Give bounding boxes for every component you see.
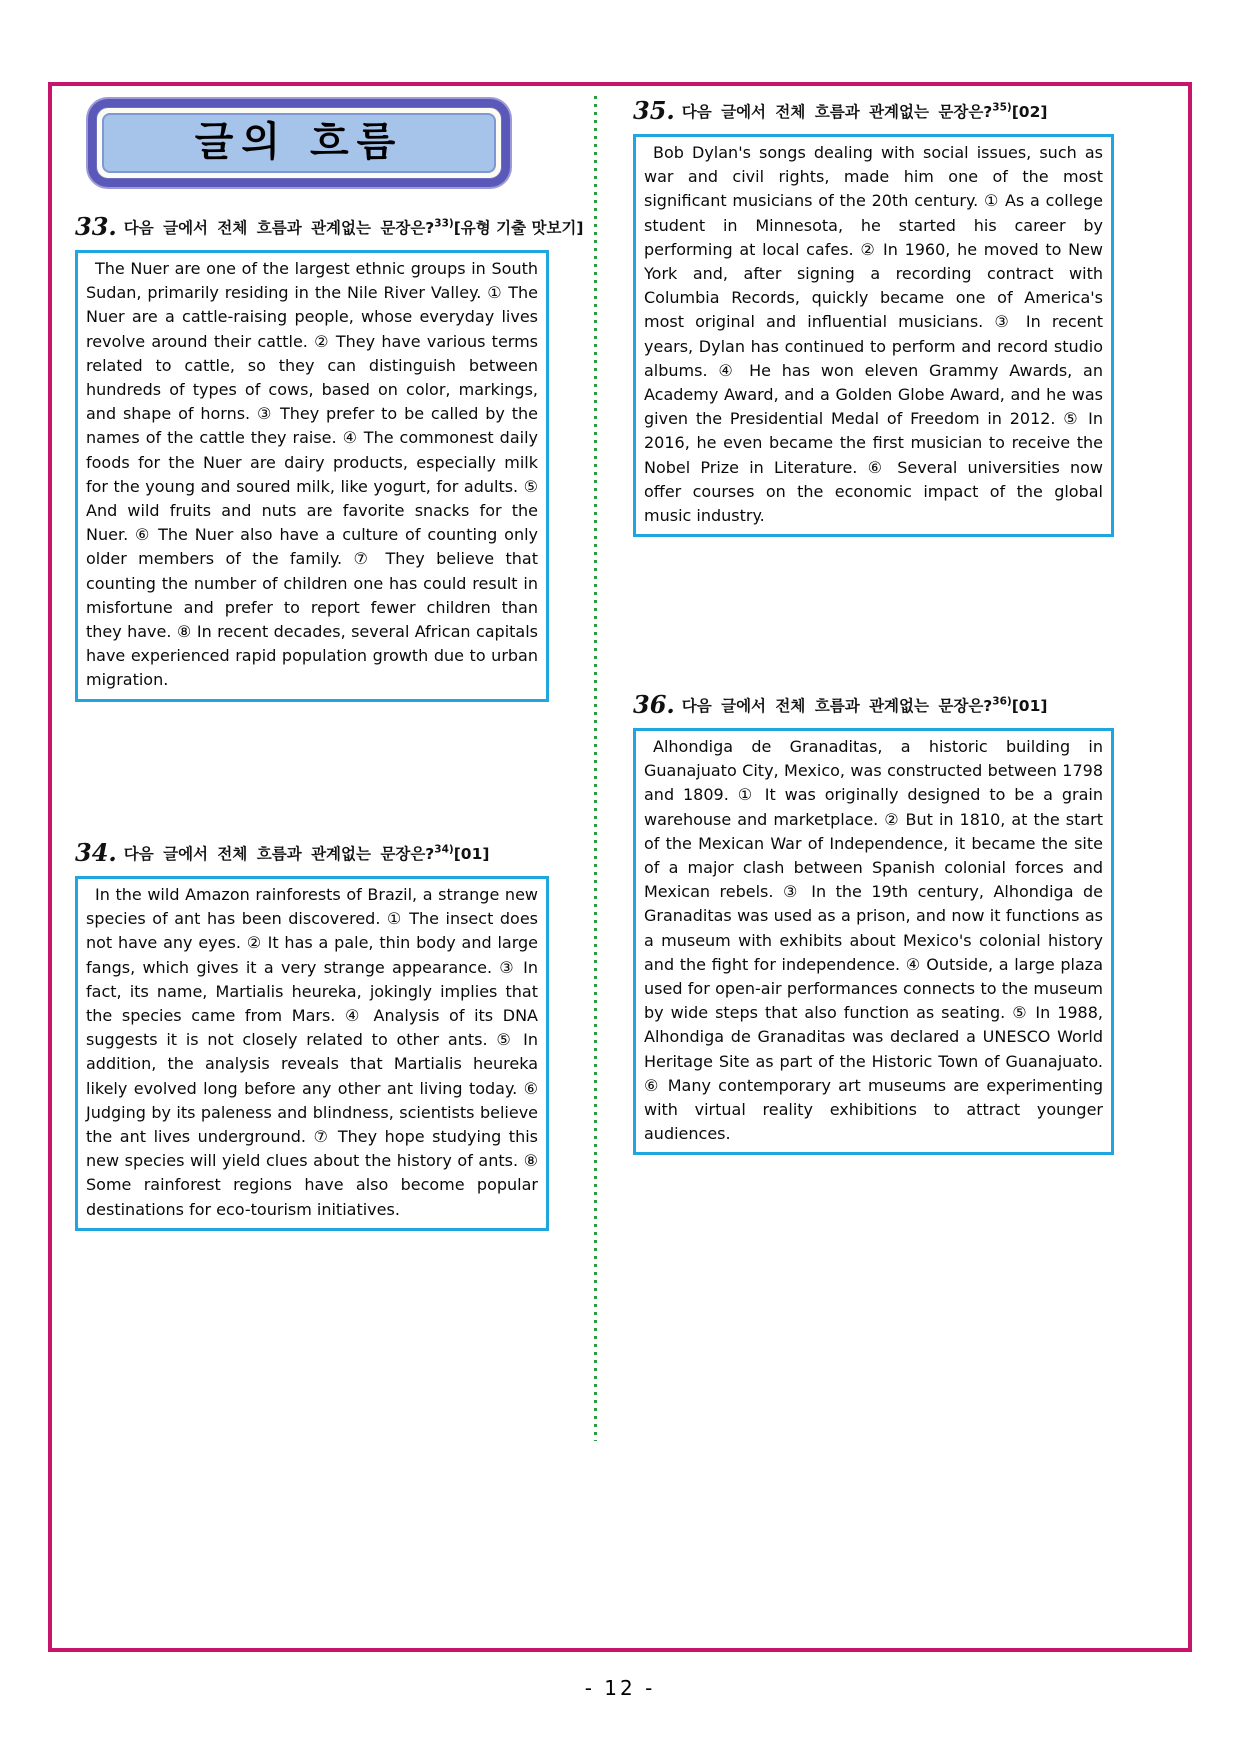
question-35-footnote-marker: 35): [992, 101, 1012, 114]
question-34-passage-box: In the wild Amazon rainforests of Brazil, a strange new species of ant has been discovered. ① The insect does not have any eyes. ② It has a pale, thin body and large fangs, which gives it a very strange appearance. ③ In fact, its name, Martialis heureka, jokingly implies that the species came from Mars. ④ Analysis of its DNA suggests it is not closely related to other ants. ⑤ In addition, the analysis reveals that Martialis heureka likely evolved long before any other ant living today. ⑥ Judging by its paleness and blindness, scientists believe the ant lives underground. ⑦ They hope studying this new species will yield clues about the history of ants. ⑧ Some rainforest regions have also become popular destinations for eco-tourism initiatives.: [75, 876, 549, 1231]
question-block-36: [633, 690, 1114, 1155]
question-36-source-tag: [01]: [1011, 697, 1048, 715]
question-36-number: 36.: [633, 690, 675, 719]
question-35-passage-box: Bob Dylan's songs dealing with social issues, such as war and civil rights, made him one of the most significant musicians of the 20th century. ① As a college student in Minnesota, he started his career by performing at local cafes. ② In 1960, he moved to New York and, after signing a recording contract with Columbia Records, quickly became one of America's most original and influential musicians. ③ In recent years, Dylan has continued to perform and record studio albums. ④ He has won eleven Grammy Awards, an Academy Award, and a Golden Globe Award, and he was given the Presidential Medal of Freedom in 2012. ⑤ In 2016, he even became the first musician to receive the Nobel Prize in Literature. ⑥ Several universities now offer courses on the economic impact of the global music industry.: [633, 134, 1114, 537]
question-36-footnote-marker: 36): [992, 695, 1012, 708]
question-34-footnote-marker: 34): [434, 843, 454, 856]
section-title-box-fill: [102, 113, 496, 173]
question-block-35: [633, 96, 1114, 537]
question-33-source-tag: [유형 기출 맛보기]: [453, 219, 584, 237]
section-title-box-inner-band: [96, 107, 502, 179]
question-33-number: 33.: [75, 212, 117, 241]
question-35-header: [633, 96, 1114, 127]
page-number: - 12 -: [584, 1676, 656, 1700]
question-36-prompt: 다음 글에서 전체 흐름과 관계없는 문장은?: [681, 697, 993, 715]
section-title-box: [88, 99, 510, 187]
question-33-prompt: 다음 글에서 전체 흐름과 관계없는 문장은?: [123, 219, 435, 237]
section-title: 글의 흐름: [194, 119, 404, 165]
question-35-source-tag: [02]: [1011, 103, 1048, 121]
question-34-header: [75, 838, 549, 869]
question-35-prompt: 다음 글에서 전체 흐름과 관계없는 문장은?: [681, 103, 993, 121]
question-34-prompt: 다음 글에서 전체 흐름과 관계없는 문장은?: [123, 845, 435, 863]
question-34-number: 34.: [75, 838, 117, 867]
question-34-source-tag: [01]: [453, 845, 490, 863]
question-33-passage-box: The Nuer are one of the largest ethnic groups in South Sudan, primarily residing in the Nile River Valley. ① The Nuer are a cattle-raising people, whose everyday lives revolve around their cattle. ② They have various terms related to cattle, so they can distinguish between hundreds of types of cows, based on color, markings, and shape of horns. ③ They prefer to be called by the names of the cattle they raise. ④ The commonest daily foods for the Nuer are dairy products, especially milk for the young and soured milk, like yogurt, for adults. ⑤ And wild fruits and nuts are favorite snacks for the Nuer. ⑥ The Nuer also have a culture of counting only older members of the family. ⑦ They believe that counting the number of children one has could result in misfortune and prefer to report fewer children than they have. ⑧ In recent decades, several African capitals have experienced rapid population growth due to urban migration.: [75, 250, 549, 702]
question-block-34: [75, 838, 549, 1231]
column-divider: [594, 96, 597, 1441]
question-33-footnote-marker: 33): [434, 217, 454, 230]
question-35-number: 35.: [633, 96, 675, 125]
question-block-33: [75, 212, 584, 702]
question-36-passage-box: Alhondiga de Granaditas, a historic building in Guanajuato City, Mexico, was constructed between 1798 and 1809. ① It was originally designed to be a grain warehouse and marketplace. ② But in 1810, at the start of the Mexican War of Independence, it became the site of a major clash between Spanish colonial forces and Mexican rebels. ③ In the 19th century, Alhondiga de Granaditas was used as a prison, and now it functions as a museum with exhibits about Mexico's colonial history and the fight for independence. ④ Outside, a large plaza used for open-air performances connects to the museum by wide steps that also function as seating. ⑤ In 1988, Alhondiga de Granaditas was declared a UNESCO World Heritage Site as part of the Historic Town of Guanajuato. ⑥ Many contemporary art museums are experimenting with virtual reality exhibitions to attract younger audiences.: [633, 728, 1114, 1155]
question-33-header: [75, 212, 584, 243]
question-36-header: [633, 690, 1114, 721]
